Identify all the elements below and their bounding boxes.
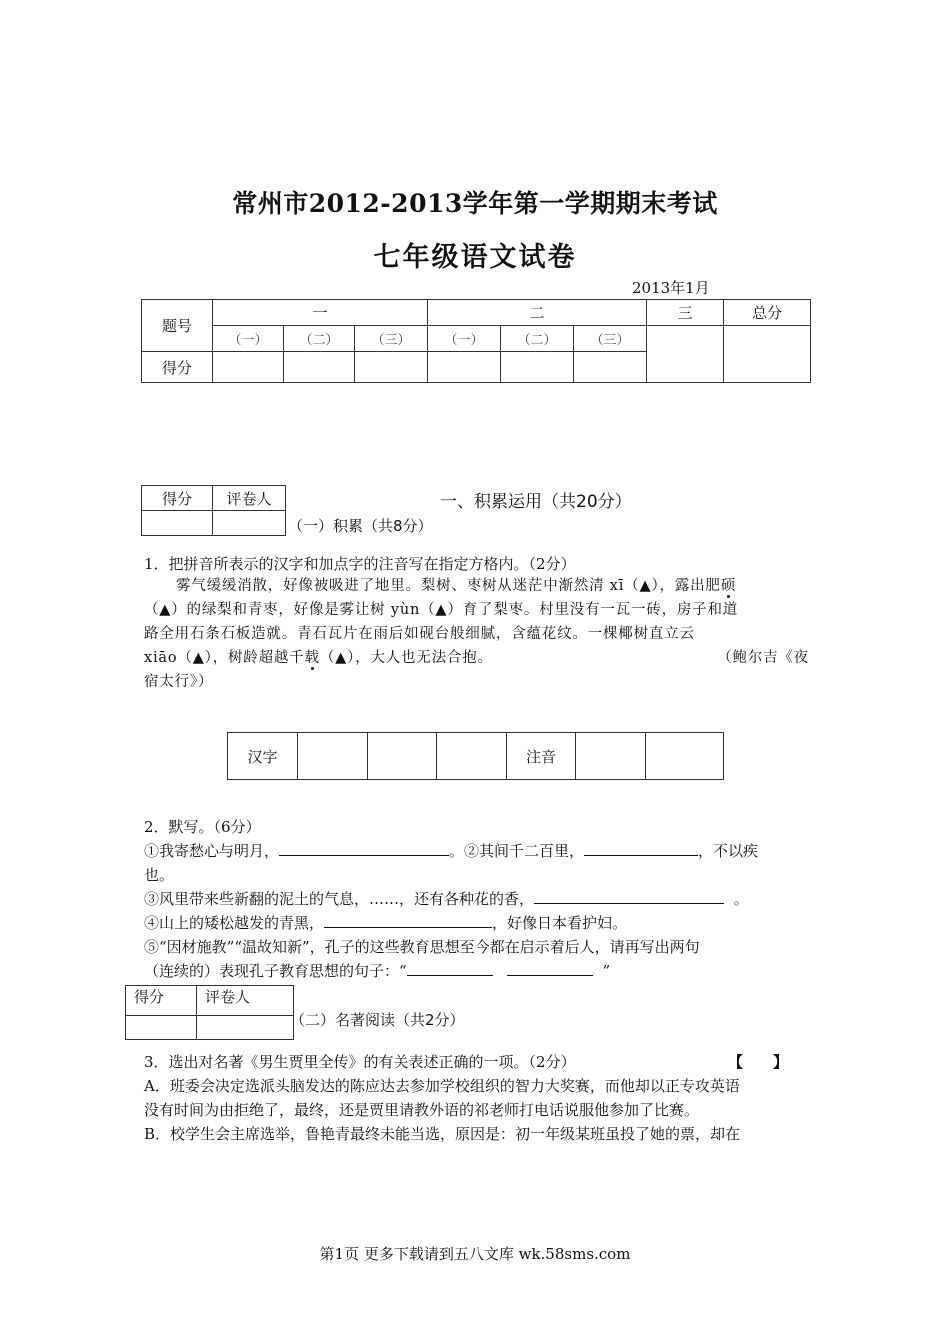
answer-blank[interactable] xyxy=(584,841,698,856)
answer-blank[interactable] xyxy=(324,913,492,928)
answer-cell[interactable] xyxy=(646,733,724,780)
total-header: 总分 xyxy=(724,300,811,326)
q1-line1a: 雾气缓缓消散，好像被吸进了地里。梨树、枣树从迷茫中渐然清 xī（▲），露出肥 xyxy=(176,578,721,594)
q3-option-b-line1: B．校学生会主席选举，鲁艳青最终未能当选，原因是：初一年级某班虽投了她的票，却在 xyxy=(144,1125,741,1143)
q1-line3: 路全用石条石板造就。青石瓦片在雨后如砚台般细腻，含蕴花纹。一棵椰树直立云 xyxy=(144,626,695,642)
grader-box xyxy=(141,485,286,536)
score-cell[interactable] xyxy=(647,326,724,383)
group-one-header: 一 xyxy=(213,300,428,326)
q3-prompt: 3．选出对名著《男生贾里全传》的有关表述正确的一项。（2分） xyxy=(144,1053,576,1071)
q1-line2: （▲）的绿梨和青枣，好像是雾让树 yùn（▲）育了梨枣。村里没有一瓦一砖，房子和道 xyxy=(144,602,739,618)
q2-line1b: 。②其间千二百里， xyxy=(449,842,585,860)
q1-source-a: （鲍尔吉《夜 xyxy=(717,650,809,666)
section1-heading: 一、积累运用（共20分） xyxy=(440,492,632,512)
zhuyin-label: 注音 xyxy=(507,733,576,780)
exam-subtitle: 七年级语文试卷 xyxy=(373,242,577,273)
answer-cell[interactable] xyxy=(368,733,437,780)
score-cell[interactable] xyxy=(284,352,355,383)
q2-line5b: ” xyxy=(602,962,611,980)
q1-dotted-char: 硕 xyxy=(720,578,737,594)
exam-title: 常州市2012-2013学年第一学期期末考试 xyxy=(232,189,718,218)
q3-option-a-line2: 没有时间为由拒绝了，最终，还是贾里请教外语的祁老师打电话说服他参加了比赛。 xyxy=(144,1101,700,1119)
score-cell[interactable] xyxy=(428,352,501,383)
q2-line4: ⑤“因材施教”“温故知新”，孔子的这些教育思想至今都在启示着后人，请再写出两句 xyxy=(144,938,700,956)
grader-score-cell[interactable] xyxy=(126,1016,197,1040)
q2-prompt: 2．默写。（6分） xyxy=(144,818,261,836)
answer-cell[interactable] xyxy=(576,733,646,780)
q2-line1d: 也。 xyxy=(144,866,175,884)
grader-name-cell[interactable] xyxy=(213,511,286,536)
q1-passage xyxy=(144,574,809,694)
score-cell[interactable] xyxy=(501,352,574,383)
score-cell[interactable] xyxy=(574,352,647,383)
answer-blank[interactable] xyxy=(507,961,593,976)
part1-heading: （一）积累（共8分） xyxy=(288,517,433,535)
q2-line1a: ①我寄愁心与明月， xyxy=(144,842,280,860)
q2-line3a: ④山上的矮松越发的青黑， xyxy=(144,914,325,932)
sub-label: （三） xyxy=(574,326,647,352)
q2-line2b: 。 xyxy=(733,890,749,908)
q3-answer-bracket[interactable]: 【 】 xyxy=(728,1053,789,1071)
grader-name-cell[interactable] xyxy=(197,1016,294,1040)
grader-score-label: 得分 xyxy=(142,486,213,511)
score-cell[interactable] xyxy=(355,352,428,383)
q2-body xyxy=(144,839,809,983)
exam-date: 2013年1月 xyxy=(632,279,710,297)
q1-prompt: 1．把拼音所表示的汉字和加点字的注音写在指定方格内。（2分） xyxy=(144,555,576,573)
hanzi-label: 汉字 xyxy=(228,733,298,780)
q1-answer-table xyxy=(227,732,724,780)
q1-line4a: xiāo（▲），树龄超越千 xyxy=(144,650,305,666)
answer-cell[interactable] xyxy=(437,733,507,780)
grader-name-label: 评卷人 xyxy=(213,486,286,511)
sub-label: （一） xyxy=(213,326,284,352)
grader-score-cell[interactable] xyxy=(142,511,213,536)
q2-line2a: ③风里带来些新翻的泥土的气息，……，还有各种花的香， xyxy=(144,890,535,908)
grader-name-label: 评卷人 xyxy=(197,986,294,1016)
answer-blank[interactable] xyxy=(407,961,493,976)
section2-heading: （二）名著阅读（共2分） xyxy=(290,1011,465,1029)
grader-box xyxy=(125,985,294,1040)
score-table xyxy=(141,299,811,383)
q1-line4c: （▲），大人也无法合抱。 xyxy=(319,650,493,666)
q1-dotted-char: 载 xyxy=(304,650,320,666)
row-label-score: 得分 xyxy=(142,352,213,383)
group-three-header: 三 xyxy=(647,300,724,326)
q2-line5a: （连续的）表现孔子教育思想的句子：“ xyxy=(144,962,407,980)
sub-label: （一） xyxy=(428,326,501,352)
grader-score-label: 得分 xyxy=(126,986,197,1016)
answer-blank[interactable] xyxy=(279,841,449,856)
q2-line1c: ，不以疾 xyxy=(698,842,759,860)
q3-options xyxy=(144,1074,809,1146)
page-footer: 第1页 更多下载请到五八文库 wk.58sms.com xyxy=(319,1245,631,1263)
group-two-header: 二 xyxy=(428,300,647,326)
score-cell[interactable] xyxy=(213,352,284,383)
answer-cell[interactable] xyxy=(298,733,368,780)
sub-label: （二） xyxy=(284,326,355,352)
q1-source-b: 宿太行》） xyxy=(144,674,214,690)
answer-blank[interactable] xyxy=(534,889,724,904)
q2-line3b: ，好像日本看护妇。 xyxy=(492,914,628,932)
sub-label: （三） xyxy=(355,326,428,352)
q3-option-a-line1: A．班委会决定选派头脑发达的陈应达去参加学校组织的智力大奖赛，而他却以正专攻英语 xyxy=(144,1077,740,1095)
score-cell[interactable] xyxy=(724,326,811,383)
sub-label: （二） xyxy=(501,326,574,352)
row-label-number: 题号 xyxy=(142,300,213,352)
